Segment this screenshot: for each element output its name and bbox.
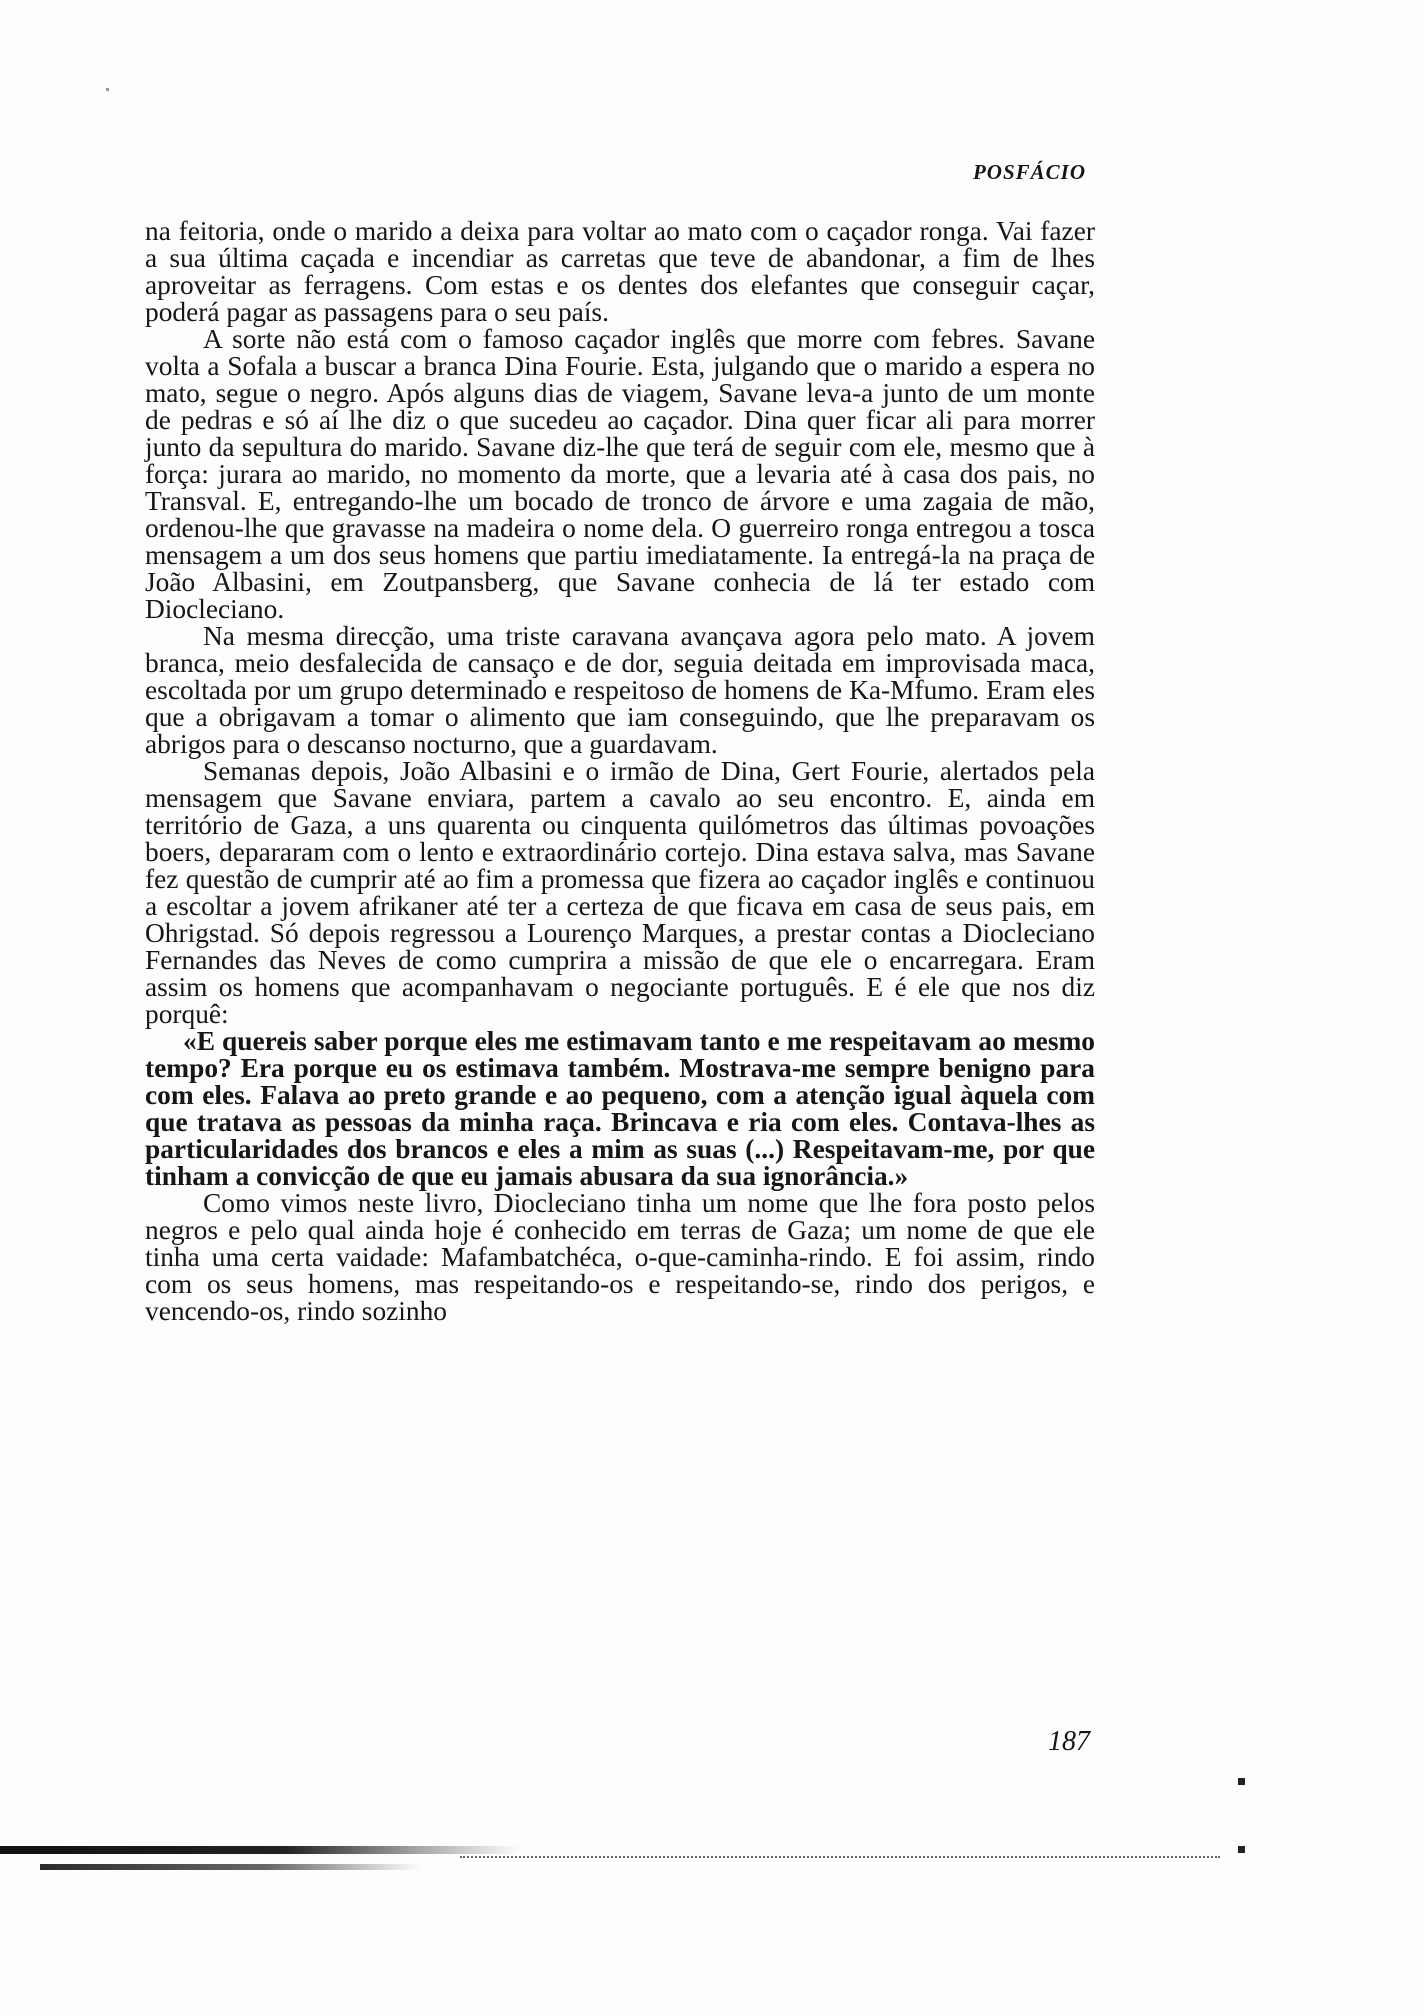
scan-smudge-lower [40,1864,420,1870]
paragraph-2: A sorte não está com o famoso caçador inglês que morre com febres. Savane volta a Sofala a buscar a branca Dina Fourie. Esta, julgando que o marido a espera no mato, segue o negro. Após alguns dias de viagem, Savane leva-a junto de um monte de pedras e só aí lhe diz o que sucedeu ao caçador. Dina quer ficar ali para morrer junto da sepultura do marido. Savane diz-lhe que terá de seguir com ele, mesmo que à força: jurara ao marido, no momento da morte, que a levaria até à casa dos pais, no Transval. E, entregando-lhe um bocado de tronco de árvore e uma zagaia de mão, ordenou-lhe que gravasse na madeira o nome dela. O guerreiro ronga entregou a tosca mensagem a um dos seus homens que partiu imediatamente. Ia entregá-la na praça de João Albasini, em Zoutpansberg, que Savane conhecia de lá ter estado com Diocleciano. [145,324,1095,624]
paragraph-4: Semanas depois, João Albasini e o irmão de Dina, Gert Fourie, alertados pela mensagem que Savane enviara, partem a cavalo ao seu encontro. E, ainda em território de Gaza, a uns quarenta ou cinquenta quilómetros das últimas povoações boers, depararam com o lento e extraordinário cortejo. Dina estava salva, mas Savane fez questão de cumprir até ao fim a promessa que fizera ao caçador inglês e continuou a escoltar a jovem afrikaner até ter a certeza de que ficava em casa de seus pais, em Ohrigstad. Só depois regressou a Lourenço Marques, a prestar contas a Diocleciano Fernandes das Neves de como cumprira a missão de que ele o encarregara. Eram assim os homens que acompanhavam o negociante português. E é ele que nos diz porquê: [145,756,1095,1029]
scan-speck [1238,1846,1245,1853]
paragraph-3: Na mesma direcção, uma triste caravana avançava agora pelo mato. A jovem branca, meio desfalecida de cansaço e de dor, seguia deitada em improvisada maca, escoltada por um grupo determinado e respeitoso de homens de Ka-Mfumo. Eram eles que a obrigavam a tomar o alimento que iam conseguindo, que lhe preparavam os abrigos para o descanso nocturno, que a guardavam. [145,621,1095,759]
running-head: POSFÁCIO [972,160,1086,184]
paragraph-1: na feitoria, onde o marido a deixa para voltar ao mato com o caçador ronga. Vai fazer a sua última caçada e incendiar as carretas que teve de abandonar, a fim de lhes aproveitar as ferragens. Com estas e os dentes dos elefantes que conseguir caçar, poderá pagar as passagens para o seu país. [145,216,1095,327]
scan-speck [1238,1778,1245,1785]
paragraph-6: Como vimos neste livro, Diocleciano tinha um nome que lhe fora posto pelos negros e pelo qual ainda hoje é conhecido em terras de Gaza; um nome de que ele tinha uma certa vaidade: Mafambatchéca, o-que-caminha-rindo. E foi assim, rindo com os seus homens, mas respeitando-os e respeitando-se, rindo dos perigos, e vencendo-os, rindo sozinho [145,1188,1095,1326]
body-text [145,218,1095,1325]
scan-artifact-line [460,1856,1220,1858]
scan-speck [106,88,109,91]
page-number: 187 [1048,1726,1090,1757]
quotation-paragraph: «E quereis saber porque eles me estimavam tanto e me respeitavam ao mesmo tempo? Era porque eu os estimava também. Mostrava-me sempre benigno para com eles. Falava ao preto grande e ao pequeno, com a atenção igual àquela com que tratava as pessoas da minha raça. Brincava e ria com eles. Contava-lhes as particularidades dos brancos e eles a mim as suas (...) Respeitavam-me, por que tinham a convicção de que eu jamais abusara da sua ignorância.» [145,1026,1095,1191]
scan-smudge [0,1846,520,1854]
